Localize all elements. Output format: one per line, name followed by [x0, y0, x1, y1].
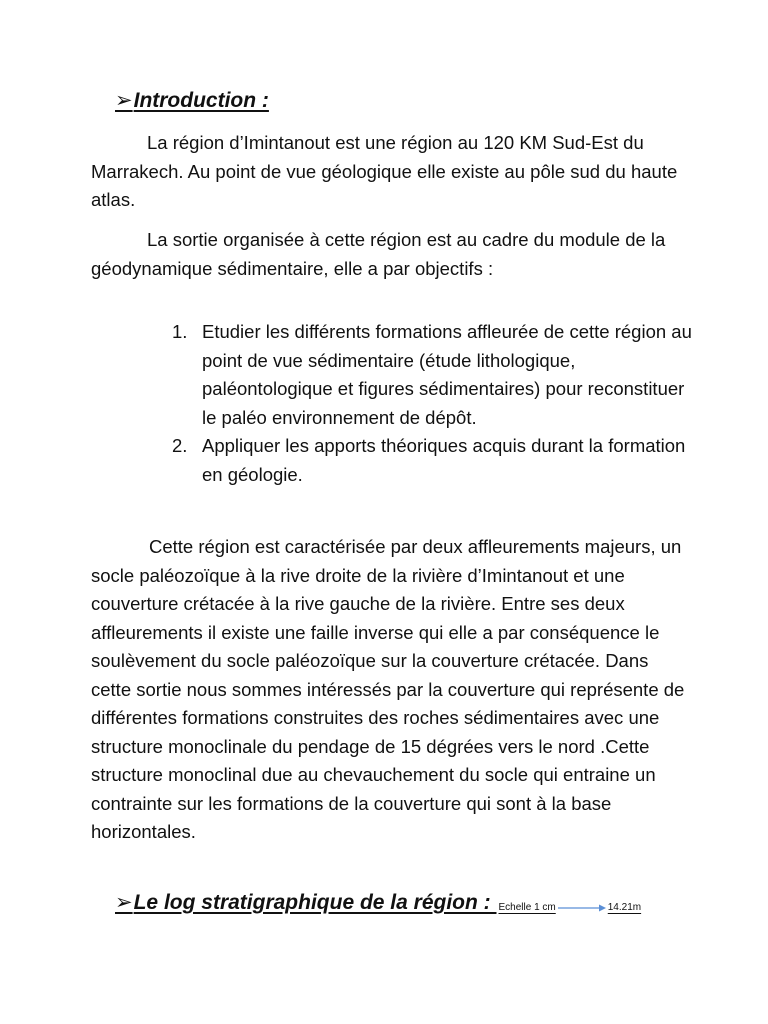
paragraph-location: [91, 129, 691, 215]
list-item-text: Appliquer les apports théoriques acquis durant la formation en géologie.: [202, 435, 686, 485]
arrow-bullet-icon: ➢: [115, 891, 133, 914]
paragraph-objectives-intro: [91, 226, 691, 283]
introduction-heading: [115, 88, 269, 113]
scale-note: [499, 902, 642, 913]
paragraph-geology-text: Cette région est caractérisée par deux affleurements majeurs, un socle paléozoïque à la rive droite de la rivière d’Imintanout et une couverture crétacée à la rive gauche de la rivière. Entre ses deux affleurements il existe une faille inverse qui elle a par conséquence le soulèvement du socle paléozoïque sur la couverture crétacée. Dans cette sortie nous sommes intéressés par la couverture qui représente de différentes formations construites des roches sédimentaires avec une structure monoclinale du pendage de 15 dégrées vers le nord .Cette structure monoclinal due au chevauchement du socle qui entraine un contrainte sur les formations de la couverture qui sont à la base horizontales.: [91, 536, 685, 842]
scale-value: 14.21m: [607, 902, 642, 913]
scale-label: Echelle 1 cm: [498, 902, 556, 913]
paragraph-geology: [91, 533, 691, 847]
list-item: [172, 318, 692, 432]
list-item: [172, 432, 692, 489]
right-arrow-icon: [558, 903, 606, 913]
introduction-heading-text: Introduction :: [133, 89, 269, 112]
list-item-number: 2.: [172, 435, 188, 456]
list-item-text: Etudier les différents formations affleurée de cette région au point de vue sédimentaire (étude lithologique, paléontologique et figures sédimentaires) pour reconstituer le paléo environnement de dépôt.: [202, 321, 692, 428]
log-heading-text: Le log stratigraphique de la région :: [133, 891, 497, 914]
paragraph-objectives-text: La sortie organisée à cette région est au cadre du module de la géodynamique sédimentaire, elle a par objectifs :: [91, 229, 666, 279]
list-item-number: 1.: [172, 321, 188, 342]
log-heading: [115, 890, 641, 915]
objectives-list: [172, 318, 692, 489]
arrow-bullet-icon: ➢: [115, 89, 133, 112]
paragraph-location-text: La région d’Imintanout est une région au 120 KM Sud-Est du Marrakech. Au point de vue géologique elle existe au pôle sud du haute atlas.: [91, 132, 678, 210]
